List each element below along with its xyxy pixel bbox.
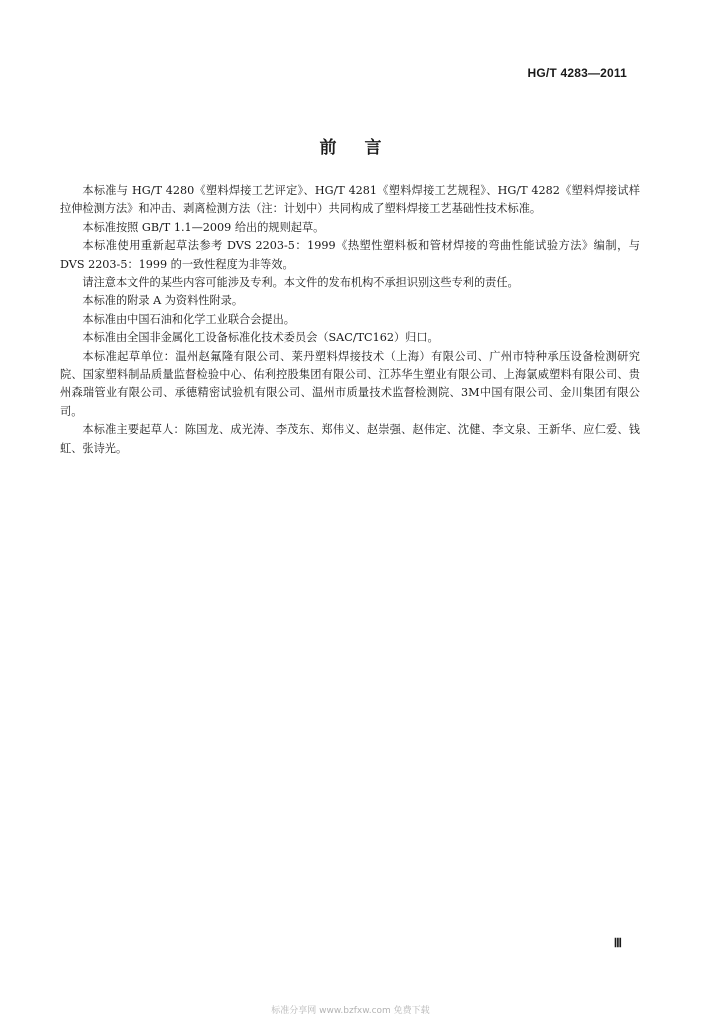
- foreword-body: [60, 182, 640, 458]
- paragraph-patent-notice: 请注意本文件的某些内容可能涉及专利。本文件的发布机构不承担识别这些专利的责任。: [82, 276, 519, 290]
- paragraph-drafting-rules: 本标准按照 GB/T 1.1—2009 给出的规则起草。: [82, 220, 325, 234]
- page-title: 前言: [319, 138, 410, 158]
- watermark: 标准分享网 www.bzfxw.com 免费下载: [271, 1006, 430, 1016]
- paragraph-drafters: 本标准主要起草人：陈国龙、成光涛、李茂东、郑伟义、赵崇强、赵伟定、沈健、李文泉、王新华、应仁爱、钱虹、张诗光。: [60, 423, 640, 455]
- standard-code: HG/T 4283—2011: [527, 66, 627, 80]
- paragraph-appendix: 本标准的附录 A 为资料性附录。: [82, 294, 244, 308]
- paragraph-related-standards: 本标准与 HG/T 4280《塑料焊接工艺评定》、HG/T 4281《塑料焊接工艺规程》、HG/T 4282《塑料焊接试样 拉伸检测方法》和冲击、剥离检测方法（注：计划中）共同构成了塑料焊接工艺基础性技术标准。: [60, 184, 640, 216]
- paragraph-committee: 本标准由全国非金属化工设备标准化技术委员会（SAC/TC162）归口。: [82, 331, 439, 345]
- paragraph-reference-standard: 本标准使用重新起草法参考 DVS 2203-5：1999《热塑性塑料板和管材焊接的弯曲性能试验方法》编制，与 DVS 2203-5：1999 的一致性程度为非等效。: [60, 239, 640, 271]
- page-number: Ⅲ: [613, 936, 622, 950]
- paragraph-proposer: 本标准由中国石油和化学工业联合会提出。: [82, 312, 295, 326]
- paragraph-drafting-units: 本标准起草单位：温州赵氟隆有限公司、莱丹塑料焊接技术（上海）有限公司、广州市特种承压设备检测研究院、国家塑料制品质量监督检验中心、佑利控股集团有限公司、江苏华生塑业有限公司、上海氯威塑料有限公司、贵州森瑞管业有限公司、承德精密试验机有限公司、温州市质量技术监督检测院、3M中国有限公司、金川集团有限公司。: [60, 349, 640, 418]
